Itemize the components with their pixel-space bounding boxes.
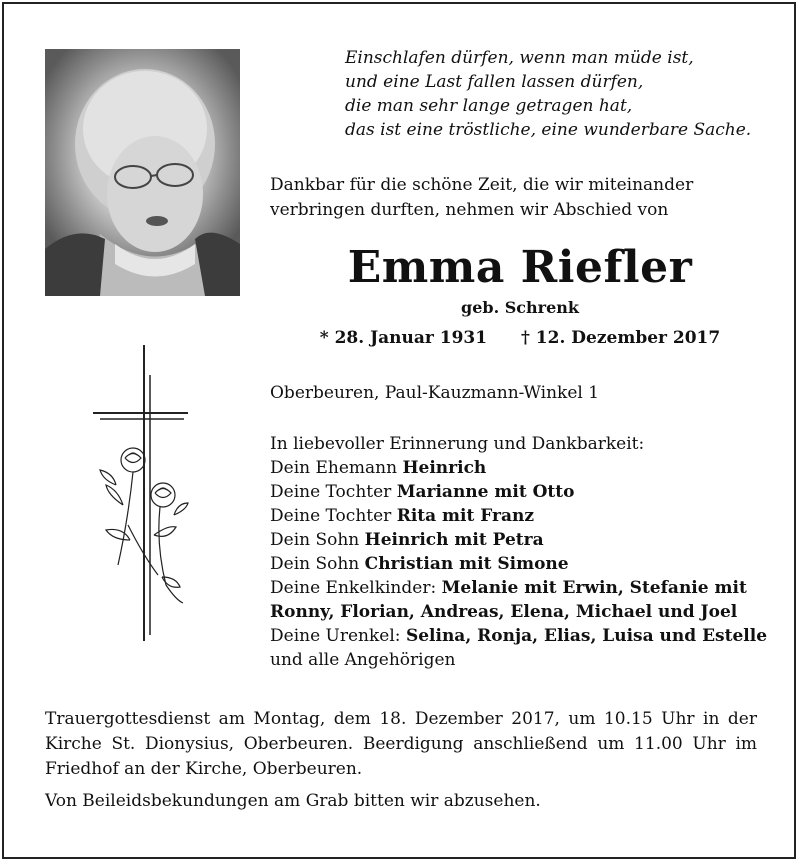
cross-with-roses-icon bbox=[88, 345, 198, 649]
family-member bbox=[270, 552, 770, 576]
intro-text bbox=[270, 173, 693, 223]
poem-line: das ist eine tröstliche, eine wunderbare Sache. bbox=[345, 120, 752, 140]
family-member bbox=[270, 624, 770, 648]
family-member bbox=[270, 528, 770, 552]
family-closing: und alle Angehörigen bbox=[270, 650, 456, 670]
member-names: Heinrich mit Petra bbox=[364, 530, 544, 550]
poem-line: und eine Last fallen lassen dürfen, bbox=[345, 72, 644, 92]
member-names: Marianne mit Otto bbox=[396, 482, 575, 502]
service-info: Trauergottesdienst am Montag, dem 18. Dezember 2017, um 10.15 Uhr in der Kirche St. Dionysius, Oberbeuren. Beerdigung anschließend um 11.00 Uhr im Friedhof an der Kirche, Oberbeuren. bbox=[45, 709, 757, 779]
poem-line: Einschlafen dürfen, wenn man müde ist, bbox=[345, 48, 694, 68]
life-dates bbox=[270, 328, 770, 348]
relation-label: Deine Tochter bbox=[270, 506, 397, 526]
deceased-name: Emma Riefler bbox=[347, 242, 693, 293]
member-names: Heinrich bbox=[402, 458, 487, 478]
death-date: † 12. Dezember 2017 bbox=[521, 328, 721, 348]
relation-label: Deine Enkelkinder: bbox=[270, 578, 442, 598]
member-names: Christian mit Simone bbox=[364, 554, 569, 574]
relation-label: Dein Sohn bbox=[270, 554, 365, 574]
closing-note: Von Beileidsbekundungen am Grab bitten wir abzusehen. bbox=[45, 791, 541, 811]
relation-label: Deine Tochter bbox=[270, 482, 397, 502]
birth-date: * 28. Januar 1931 bbox=[319, 328, 488, 348]
family-intro: In liebevoller Erinnerung und Dankbarkeit: bbox=[270, 434, 645, 454]
member-names: Rita mit Franz bbox=[396, 506, 535, 526]
family-member bbox=[270, 576, 770, 600]
family-member bbox=[270, 480, 770, 504]
family-member bbox=[270, 456, 770, 480]
intro-line: Dankbar für die schöne Zeit, die wir miteinander bbox=[270, 175, 694, 195]
maiden-name: geb. Schrenk bbox=[461, 298, 579, 317]
family-list bbox=[270, 432, 770, 672]
relation-label: Dein Sohn bbox=[270, 530, 365, 550]
relation-label: Dein Ehemann bbox=[270, 458, 403, 478]
family-member bbox=[270, 600, 770, 624]
family-member bbox=[270, 504, 770, 528]
member-names: Ronny, Florian, Andreas, Elena, Michael und Joel bbox=[270, 602, 738, 622]
intro-line: verbringen durften, nehmen wir Abschied von bbox=[270, 200, 669, 220]
address: Oberbeuren, Paul-Kauzmann-Winkel 1 bbox=[270, 383, 600, 403]
portrait-photo bbox=[45, 49, 240, 296]
relation-label: Deine Urenkel: bbox=[270, 626, 406, 646]
poem bbox=[345, 46, 751, 142]
member-names: Selina, Ronja, Elias, Luisa und Estelle bbox=[405, 626, 768, 646]
poem-line: die man sehr lange getragen hat, bbox=[345, 96, 633, 116]
member-names: Melanie mit Erwin, Stefanie mit bbox=[441, 578, 747, 598]
